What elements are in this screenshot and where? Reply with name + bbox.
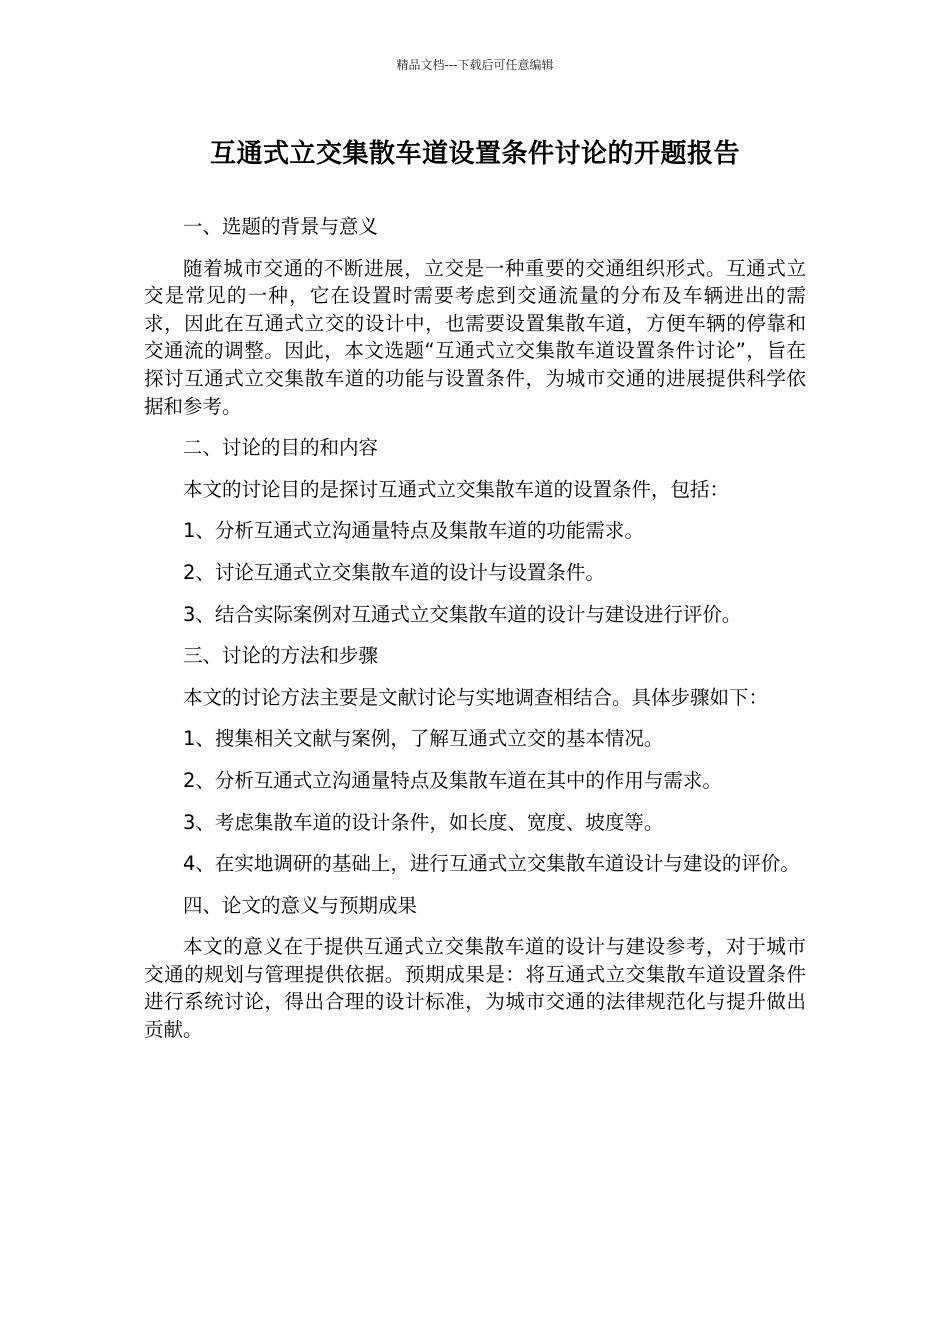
paragraph: 本文的意义在于提供互通式立交集散车道的设计与建设参考，对于城市交通的规划与管理提供依据。预期成果是：将互通式立交集散车道设置条件进行系统讨论，得出合理的设计标准，为城市交通的法律规范化与提升做出贡献。 [144,935,806,1042]
list-item: 2、讨论互通式立交集散车道的设计与设置条件。 [183,560,605,584]
paragraph: 本文的讨论目的是探讨互通式立交集散车道的设置条件，包括： [183,477,730,501]
list-item: 3、考虑集散车道的设计条件，如长度、宽度、坡度等。 [183,810,664,834]
list-item: 3、结合实际案例对互通式立交集散车道的设计与建设进行评价。 [183,602,742,626]
list-item: 1、分析互通式立沟通量特点及集散车道的功能需求。 [183,519,644,543]
document-title: 互通式立交集散车道设置条件讨论的开题报告 [209,139,740,169]
section-heading: 一、选题的背景与意义 [183,215,379,238]
list-item: 4、在实地调研的基础上，进行互通式立交集散车道设计与建设的评价。 [183,852,800,876]
list-item: 1、搜集相关文献与案例，了解互通式立交的基本情况。 [183,727,664,751]
header-note: 精品文档---下载后可任意编辑 [396,58,554,72]
document-body [144,213,806,1058]
section-heading: 四、论文的意义与预期成果 [183,893,418,917]
section-heading: 二、讨论的目的和内容 [183,436,379,460]
list-item: 2、分析互通式立沟通量特点及集散车道在其中的作用与需求。 [183,768,722,792]
section-heading: 三、讨论的方法和步骤 [183,644,379,668]
paragraph: 本文的讨论方法主要是文献讨论与实地调查相结合。具体步骤如下： [183,685,769,709]
paragraph: 随着城市交通的不断进展，立交是一种重要的交通组织形式。互通式立交是常见的一种，它在设置时需要考虑到交通流量的分布及车辆进出的需求，因此在互通式立交的设计中，也需要设置集散车道，方便车辆的停靠和交通流的调整。因此，本文选题“互通式立交集散车道设置条件讨论”，旨在探讨互通式立交集散车道的功能与设置条件，为城市交通的进展提供科学依据和参考。 [144,256,806,418]
